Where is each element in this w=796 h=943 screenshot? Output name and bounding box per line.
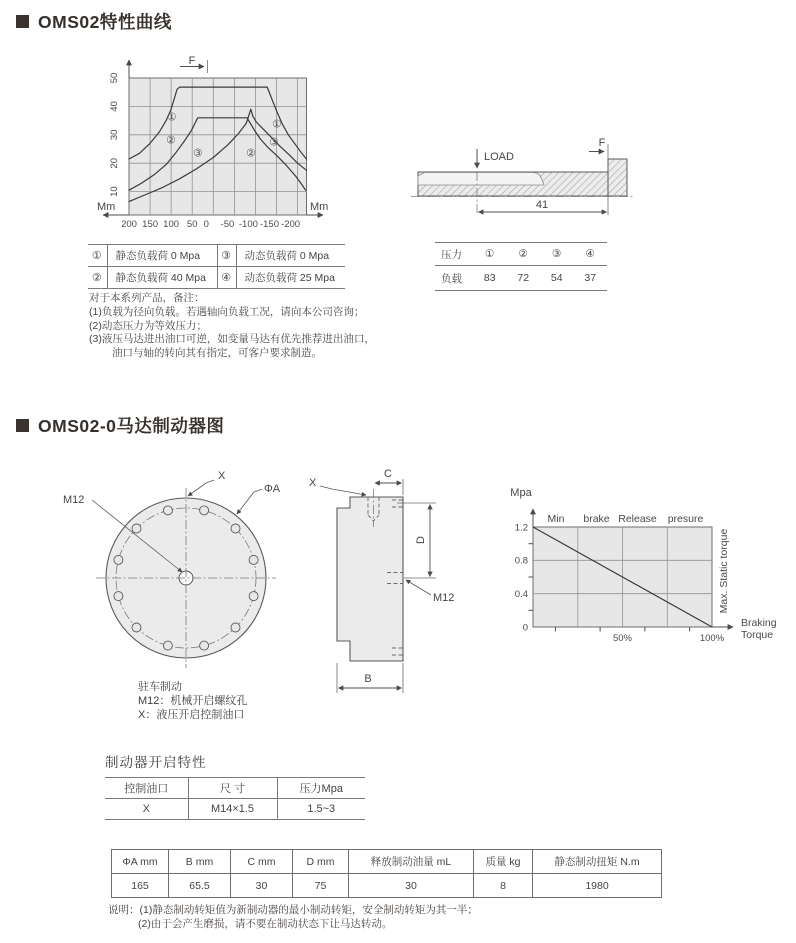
table-row <box>435 243 607 266</box>
value-cell: 1980 <box>533 874 662 898</box>
chart-header-word: presure <box>667 513 704 525</box>
series-notes <box>89 292 375 361</box>
section1-title <box>16 9 172 34</box>
bolt-hole <box>163 506 172 515</box>
x-port-label: X <box>218 470 226 482</box>
brake-body-outline <box>337 497 403 661</box>
note-line: (1)负载为径向负载。若遇轴向负载工况，请向本公司咨询； <box>89 305 365 318</box>
x-tick-label: 100 <box>163 219 180 230</box>
table-row <box>112 850 662 874</box>
chart-header-word: Release <box>618 513 657 525</box>
x-tick-label: -100 <box>238 219 258 230</box>
table-row <box>112 874 662 898</box>
note-line: 驻车制动 <box>138 681 182 693</box>
x-tick-label: -50 <box>220 219 235 230</box>
x-tick-label: 50 <box>186 219 198 230</box>
curve-number-label: ① <box>272 118 282 131</box>
bolt-hole <box>249 592 258 601</box>
bolt-hole <box>114 592 123 601</box>
bolt-hole <box>114 555 123 564</box>
shaft-journal-surface <box>418 173 544 186</box>
header-cell: C mm <box>231 850 293 874</box>
note-line: (3)液压马达进出油口可逆，如变量马达有优先推荐进出油口， <box>89 333 375 346</box>
y-tick-label: 0.8 <box>514 555 528 567</box>
header-cell: 尺 寸 <box>188 778 277 799</box>
x-axis-label-line2: Torque <box>741 629 774 641</box>
x-unit-left: Mm <box>97 201 116 213</box>
chart-header-word: Min <box>547 513 565 525</box>
c-dim-label: C <box>384 468 392 480</box>
legend-text: 静态负载荷 0 Mpa <box>107 245 217 267</box>
bolt-hole <box>200 641 209 650</box>
x-leader-line <box>320 486 366 495</box>
brake-release-chart <box>495 478 796 650</box>
brake-dimensions-table <box>111 849 662 898</box>
y-tick-label: 0.4 <box>514 589 528 600</box>
bolt-hole <box>132 623 141 632</box>
curve-number-label: ① <box>167 111 177 124</box>
section1-title-text: OMS02特性曲线 <box>38 12 172 32</box>
shaft-load-diagram <box>405 135 645 227</box>
y-axis-unit: Mpa <box>510 487 532 499</box>
header-cell: ② <box>507 243 541 266</box>
header-cell: ③ <box>540 243 574 266</box>
value-cell: 37 <box>574 266 608 291</box>
load-legend-table <box>88 244 345 289</box>
phi-a-leader-line <box>237 489 262 514</box>
legend-key: ① <box>88 245 107 267</box>
shaft-flange <box>608 159 627 196</box>
open-table-title: 制动器开启特性 <box>105 755 207 770</box>
m12-label: M12 <box>433 592 455 604</box>
brake-open-table <box>105 777 365 820</box>
value-cell: 83 <box>473 266 507 291</box>
x-axis-label-line1: Braking <box>741 617 777 629</box>
pressure-load-table <box>435 242 607 291</box>
load-characteristic-chart <box>95 50 345 240</box>
note-line: M12：机械开启螺纹孔 <box>138 694 248 707</box>
value-cell: 75 <box>293 874 349 898</box>
phi-a-label: ΦA <box>264 483 281 495</box>
x-leader-line <box>188 480 214 496</box>
y-tick-label: 50 <box>109 72 120 84</box>
section2-title-text: OMS02-0马达制动器图 <box>38 416 225 436</box>
curve-number-label: ② <box>246 147 256 160</box>
brake-table-notes <box>108 903 478 931</box>
header-cell: ④ <box>574 243 608 266</box>
value-cell: 负载 <box>435 266 473 291</box>
y-tick-label: 10 <box>109 186 120 197</box>
x-tick-label: -200 <box>281 219 301 230</box>
bolt-hole <box>231 524 240 533</box>
legend-key: ④ <box>217 267 236 289</box>
note-line: 说明：(1)静态制动转矩值为新制动器的最小制动转矩，安全制动转矩为其一半； <box>108 904 478 916</box>
legend-text: 动态负载荷 0 Mpa <box>236 245 345 267</box>
header-cell: 压力 <box>435 243 473 266</box>
note-line: 对于本系列产品，备注： <box>89 292 205 304</box>
force-annotation: F <box>188 55 196 67</box>
header-cell: 质量 kg <box>474 850 533 874</box>
y-tick-label: 1.2 <box>514 522 528 534</box>
value-cell: X <box>105 799 188 820</box>
header-cell: D mm <box>293 850 349 874</box>
brake-front-view <box>40 455 300 680</box>
value-cell: 165 <box>112 874 169 898</box>
x-unit-right: Mm <box>310 201 329 213</box>
section-bullet-icon <box>16 419 29 432</box>
legend-text: 静态负载荷 40 Mpa <box>107 267 217 289</box>
table-row <box>105 778 365 799</box>
header-cell: 控制油口 <box>105 778 188 799</box>
m12-leader-line <box>406 580 431 595</box>
brake-side-view <box>300 455 460 700</box>
y-tick-label: 30 <box>109 129 120 141</box>
header-cell: 释放制动油量 mL <box>349 850 474 874</box>
table-row <box>435 266 607 291</box>
x-tick-label: 200 <box>121 219 137 230</box>
header-cell: ① <box>473 243 507 266</box>
value-cell: 54 <box>540 266 574 291</box>
header-cell: ΦA mm <box>112 850 169 874</box>
brake-notes <box>138 681 247 722</box>
bolt-hole <box>249 555 258 564</box>
x-tick-label: 0 <box>203 219 209 230</box>
shaft-f-label: F <box>598 137 606 149</box>
x-port-label: X <box>309 477 317 489</box>
value-cell: 30 <box>349 874 474 898</box>
legend-text: 动态负载荷 25 Mpa <box>236 267 345 289</box>
header-cell: 静态制动扭矩 N.m <box>533 850 662 874</box>
dim-41-label: 41 <box>535 199 549 211</box>
value-cell: 65.5 <box>169 874 231 898</box>
m12-label: M12 <box>63 494 85 506</box>
curve-number-label: ③ <box>193 147 203 160</box>
header-cell: 压力Mpa <box>277 778 365 799</box>
curve-number-label: ② <box>166 134 176 147</box>
section-bullet-icon <box>16 15 29 28</box>
value-cell: 72 <box>507 266 541 291</box>
d-dim-label: D <box>415 536 427 544</box>
x-tick-label: 100% <box>699 633 725 644</box>
bolt-hole <box>163 641 172 650</box>
right-axis-label: Max. Static torque <box>718 528 730 614</box>
bolt-hole <box>231 623 240 632</box>
legend-key: ③ <box>217 245 236 267</box>
y-tick-label: 20 <box>109 157 120 169</box>
value-cell: M14×1.5 <box>188 799 277 820</box>
header-cell: B mm <box>169 850 231 874</box>
x-tick-label: -150 <box>259 219 280 230</box>
note-line: (2)由于会产生磨损，请不要在制动状态下让马达转动。 <box>138 918 393 930</box>
load-label: LOAD <box>484 151 514 163</box>
note-line: 油口与轴的转向其有指定，可客户要求制造。 <box>112 347 322 360</box>
value-cell: 8 <box>474 874 533 898</box>
x-tick-label: 50% <box>612 633 633 644</box>
y-tick-label: 0 <box>522 622 528 634</box>
curve-number-label: ③ <box>269 136 279 149</box>
chart-header-word: brake <box>583 513 610 525</box>
note-line: (2)动态压力为等效压力； <box>89 319 207 332</box>
table-row <box>105 799 365 820</box>
section2-title <box>16 413 224 438</box>
b-dim-label: B <box>364 673 372 685</box>
value-cell: 1.5~3 <box>277 799 365 820</box>
legend-key: ② <box>88 267 107 289</box>
x-tick-label: 150 <box>142 219 159 230</box>
bolt-hole <box>132 524 141 533</box>
note-line: X：液压开启控制油口 <box>138 708 245 721</box>
table-row <box>88 245 345 267</box>
value-cell: 30 <box>231 874 293 898</box>
table-row <box>88 267 345 289</box>
y-tick-label: 40 <box>109 101 120 112</box>
bolt-hole <box>200 506 209 515</box>
